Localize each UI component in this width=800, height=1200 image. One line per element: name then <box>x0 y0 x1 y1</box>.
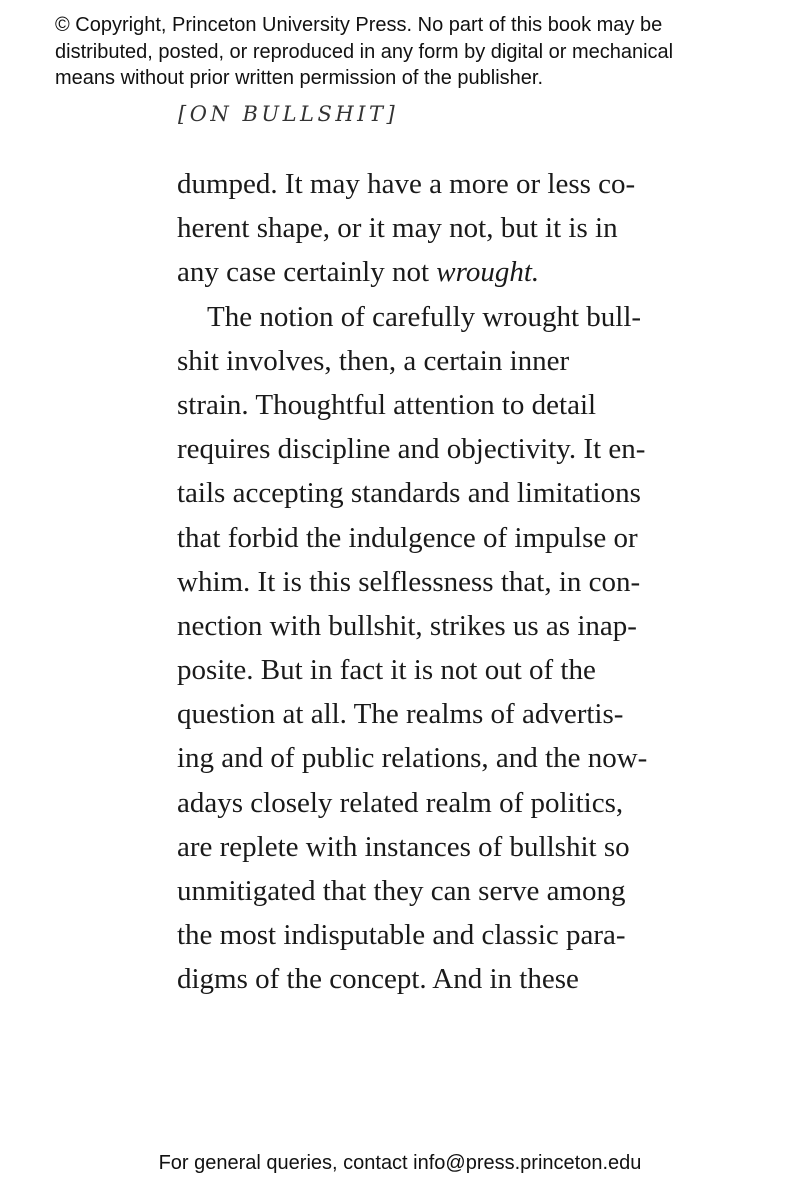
text-line: requires discipline and objectivity. It en- <box>177 433 646 466</box>
text-line: shit involves, then, a certain inner <box>177 344 570 377</box>
text-line: question at all. The realms of advertis- <box>177 698 624 731</box>
running-head: [ON BULLSHIT] <box>178 102 399 126</box>
text-line: whim. It is this selflessness that, in con- <box>177 565 641 598</box>
copyright-line: distributed, posted, or reproduced in any form by digital or mechanical <box>55 40 674 63</box>
copyright-line: means without prior written permission of the publisher. <box>55 67 544 89</box>
copyright-line: © Copyright, Princeton University Press. No part of this book may be <box>55 14 663 36</box>
text-line: adays closely related realm of politics, <box>177 786 624 819</box>
text-line: nection with bullshit, strikes us as inap- <box>177 609 637 642</box>
text-line: the most indisputable and classic para- <box>177 919 626 952</box>
text-line: herent shape, or it may not, but it is in <box>177 212 618 245</box>
text-line: strain. Thoughtful attention to detail <box>177 388 597 421</box>
text-line: ing and of public relations, and the now- <box>177 742 648 775</box>
text-line: unmitigated that they can serve among <box>177 875 626 907</box>
text-line: dumped. It may have a more or less co- <box>177 168 636 200</box>
text-line: tails accepting standards and limitations <box>177 477 641 510</box>
text-line: that forbid the indulgence of impulse or <box>177 521 638 554</box>
text-line: digms of the concept. And in these <box>177 963 579 996</box>
text-line: are replete with instances of bullshit so <box>177 830 630 863</box>
text-line: posite. But in fact it is not out of the <box>177 654 596 687</box>
text-span: any case certainly not <box>177 256 437 289</box>
text-line <box>177 250 697 294</box>
emphasized-word: wrought. <box>436 256 540 289</box>
contact-footer: For general queries, contact info@press.princeton.edu <box>158 1152 642 1174</box>
paragraph-first-line: The notion of carefully wrought bull- <box>207 300 642 333</box>
page-body-text <box>177 162 697 1002</box>
copyright-notice <box>55 12 775 92</box>
